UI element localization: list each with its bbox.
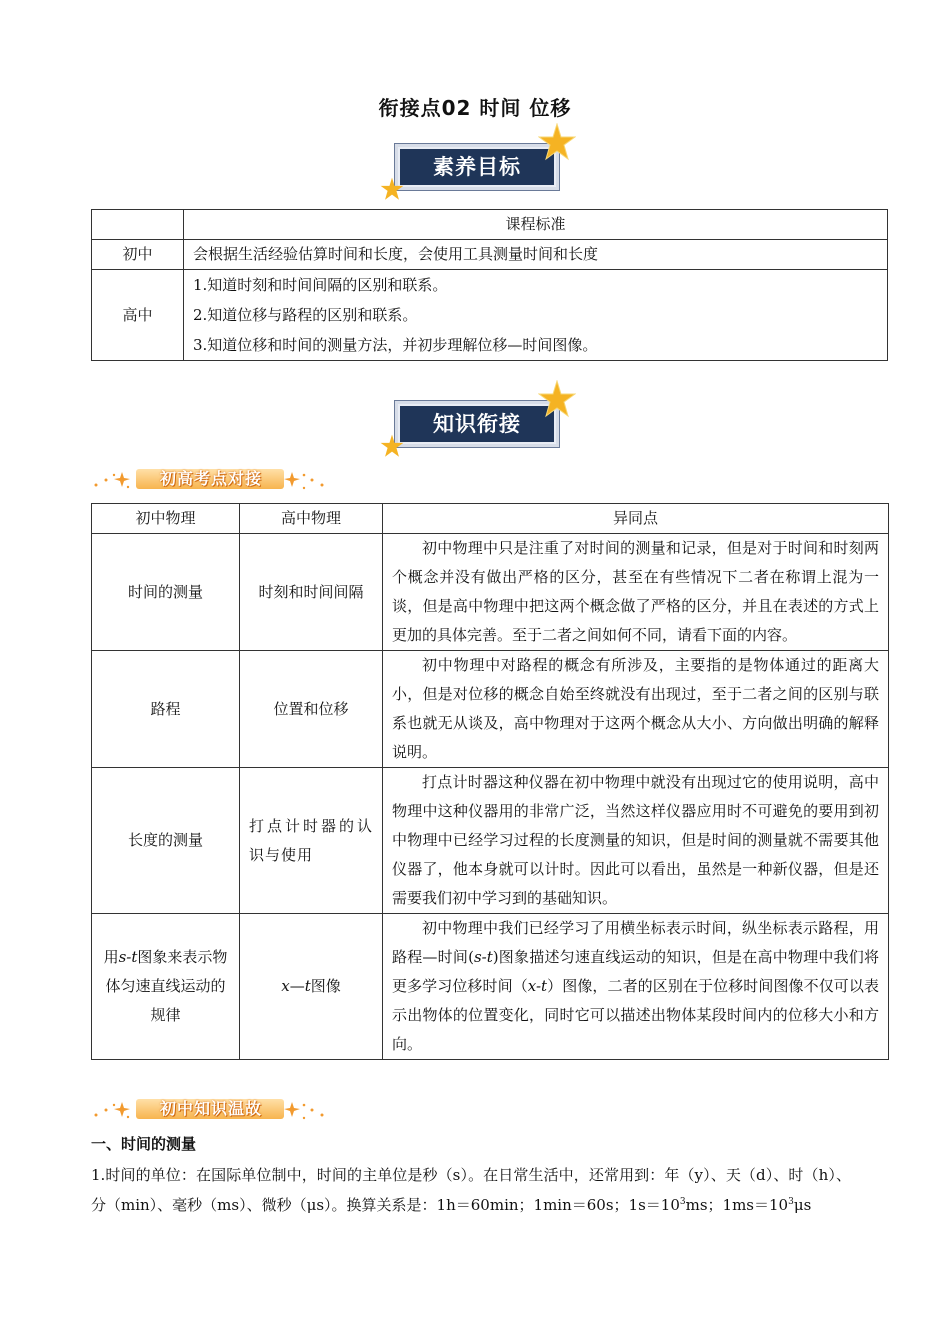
time-units-paragraph: 1.时间的单位：在国际单位制中，时间的主单位是秒（s）。在日常生活中，还常用到：年（y）、天（d）、时（h）、分（min）、毫秒（ms）、微秒（μs）。换算关系是：1h＝60min；1min＝60s；$1s=10^3ms$；$1ms=10^3\mu s$: [91, 1166, 851, 1214]
level-junior: 初中: [92, 240, 184, 270]
senior-standards: [184, 270, 888, 361]
junior-topic: 用s-t图象来表示物体匀速直线运动的规律: [92, 914, 240, 1060]
table-row: [92, 651, 889, 768]
section-banner-exam-points: [90, 466, 335, 494]
junior-standard: 会根据生活经验估算时间和长度，会使用工具测量时间和长度: [184, 240, 888, 270]
section-banner-label: 初中知识温故: [159, 1099, 262, 1118]
senior-standard-item: 2.知道位移与路程的区别和联系。: [193, 306, 418, 324]
page-title: 衔接点02 时间 位移: [378, 96, 572, 120]
senior-standard-item: 3.知道位移和时间的测量方法，并初步理解位移—时间图像。: [193, 336, 598, 354]
senior-standard-item: 1.知道时刻和时间间隔的区别和联系。: [193, 276, 448, 294]
senior-topic: 打点计时器的认识与使用: [240, 768, 383, 914]
senior-topic: 位置和位移: [240, 651, 383, 768]
table-row: [92, 768, 889, 914]
star-icon: [538, 380, 576, 418]
table-row: [92, 534, 889, 651]
knowledge-badge: [388, 396, 564, 452]
junior-topic: 长度的测量: [92, 768, 240, 914]
header-diff: 异同点: [383, 504, 889, 534]
star-icon: [380, 177, 404, 201]
section-banner-label: 初高考点对接: [159, 469, 262, 488]
goals-badge-label: 素养目标: [398, 147, 556, 187]
diff-text: 初中物理中只是注重了对时间的测量和记录，但是对于时间和时刻两个概念并没有做出严格的区分，甚至在有些情况下二者在称谓上混为一谈，但是高中物理中把这两个概念做了严格的区分，并且在表述的方式上更加的具体完善。至于二者之间如何不同，请看下面的内容。: [383, 534, 889, 651]
diff-text: 初中物理中我们已经学习了用横坐标表示时间，纵坐标表示路程，用路程—时间(s-t)图象描述匀速直线运动的知识，但是在高中物理中我们将更多学习位移时间（x-t）图像，二者的区别在于位移时间图像不仅可以表示出物体的位置变化，同时它可以描述出物体某段时间内的位移大小和方向。: [383, 914, 889, 1060]
star-icon: [538, 123, 576, 161]
header-junior: 初中物理: [92, 504, 240, 534]
diff-text: 打点计时器这种仪器在初中物理中就没有出现过它的使用说明，高中物理中这种仪器用的非常广泛，当然这样仪器应用时不可避免的要用到初中物理中已经学习过程的长度测量的知识，但是时间的测量就不需要其他仪器了，他本身就可以计时。因此可以看出，虽然是一种新仪器，但是还需要我们初中学习到的基础知识。: [383, 768, 889, 914]
star-icon: [380, 434, 404, 458]
senior-topic: x—t图像: [240, 914, 383, 1060]
section-heading: 一、时间的测量: [91, 1135, 197, 1153]
empty-cell: [92, 210, 184, 240]
standards-table: [91, 209, 888, 361]
header-senior: 高中物理: [240, 504, 383, 534]
level-senior: 高中: [92, 270, 184, 361]
knowledge-badge-label: 知识衔接: [398, 404, 556, 444]
standards-header: 课程标准: [184, 210, 888, 240]
diff-text: 初中物理中对路程的概念有所涉及，主要指的是物体通过的距离大小，但是对位移的概念自始至终就没有出现过，至于二者之间的区别与联系也就无从谈及，高中物理对于这两个概念从大小、方向做出明确的解释说明。: [383, 651, 889, 768]
senior-topic: 时刻和时间间隔: [240, 534, 383, 651]
comparison-table: [91, 503, 889, 1060]
goals-badge: [388, 139, 564, 195]
table-row: [92, 914, 889, 1060]
junior-topic: 路程: [92, 651, 240, 768]
junior-topic: 时间的测量: [92, 534, 240, 651]
section-banner-junior-review: [90, 1096, 335, 1124]
